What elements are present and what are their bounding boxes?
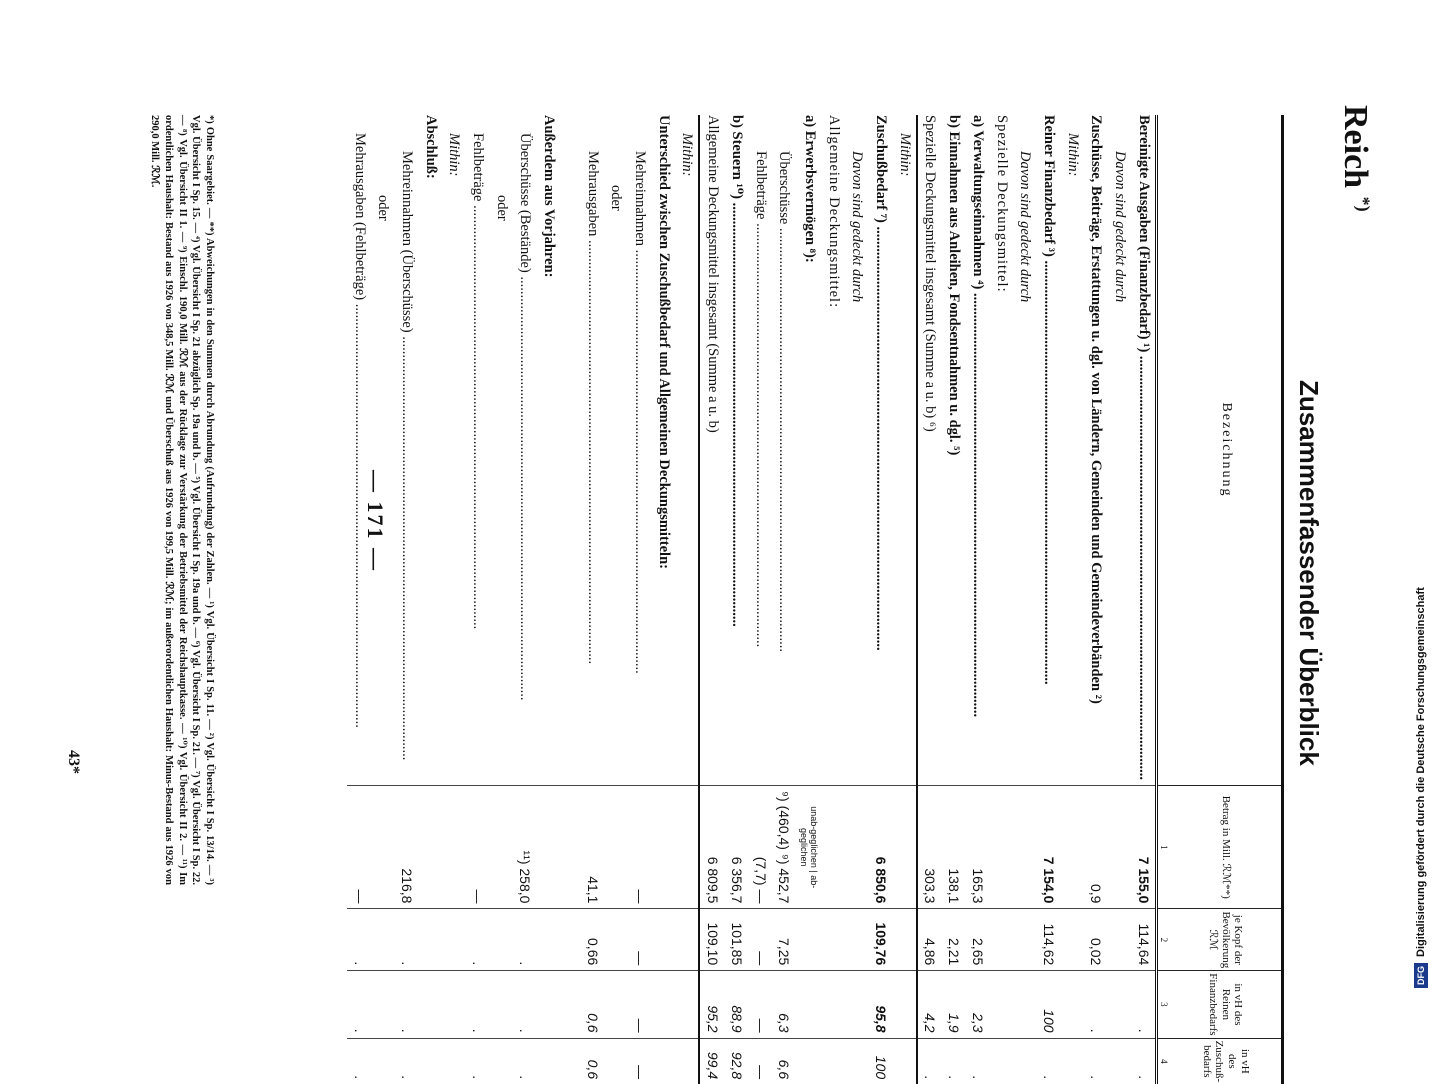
row-label: Davon sind gedeckt durch: [849, 151, 866, 303]
table-row: [1036, 115, 1060, 1084]
row-label: oder: [493, 195, 510, 221]
cell-abgeglichen: —: [752, 889, 769, 904]
table-row: [1060, 115, 1084, 1084]
row-label: Zuschüsse, Beiträge, Erstattungen u. dgl. von Ländern, Gemeinden und Gemeindeverbänden ²): [1088, 115, 1105, 704]
row-label: Außerdem aus Vorjahren:: [541, 115, 558, 278]
table-row: [442, 115, 466, 1084]
cell-vh-zb: 99,4: [700, 1038, 725, 1084]
row-label: a) Erwerbsvermögen ⁸):: [802, 115, 819, 263]
table-row: [465, 115, 489, 1084]
reich-title: [1336, 105, 1374, 212]
header-vh-finanzbedarf: in vH des Reinen Finanzbedarfs: [1170, 971, 1283, 1038]
table-row: [989, 115, 1013, 1084]
cell-vh-zb: .: [1131, 1038, 1156, 1084]
summary-table: [347, 115, 1284, 1083]
row-label: Mithin:: [896, 133, 913, 177]
table-row: [418, 115, 442, 1084]
cell-je-kopf: .: [465, 909, 489, 971]
digitization-credit: [1408, 0, 1434, 1000]
digitization-credit-text: Digitalisierung gefördert durch die Deutsche Forschungsgemeinschaft: [1415, 587, 1427, 957]
cell-betrag: 41,1: [580, 786, 604, 909]
footnotes: *) Ohne Saargebiet. — **) Abweichungen in den Summen durch Abrundung (Aufrundung) der Zahlen. — ¹) Vgl. Übersicht I Sp. 11. — ²) Vgl. Übersicht I Sp. 13/14. — ³) Vgl. Übersicht I Sp. 15. — ⁴) Vgl. Übersicht I Sp. 21 abzüglich Sp. 19a und b. — ⁵) Vgl. Übersicht I Sp. 19a und b. — ⁶) Vgl. Übersicht I Sp. 21. — ⁷) Vgl. Übersicht I Sp. 22. — ⁸) Vgl. Übersicht II 1. — ⁹) Einschl. 190,0 Mill. ℛℳ aus der Rücklage zur Verstärkung der Betriebsmittel der Reichshauptkasse. — ¹⁰) Vgl. Übersicht II 2. — ¹¹) Im ordentlichen Haushalt: Bestand aus 1926 von 348,5 Mill. ℛℳ und Überschuß aus 1926 von 199,5 Mill. ℛℳ; im außerordentlichen Haushalt: Minus-Bestand aus 1926 von 290,0 Mill. ℛℳ.: [149, 115, 215, 885]
table-row: [1131, 115, 1156, 1084]
cell-vh-zb: .: [917, 1038, 942, 1084]
cell-vh-fb: .: [347, 971, 371, 1038]
row-label: Davon sind gedeckt durch: [1017, 151, 1034, 303]
cell-je-kopf: 7,25: [772, 909, 796, 971]
table-row: [724, 115, 748, 1084]
sub-unabgeglichen: unab-geglichen: [809, 806, 820, 868]
row-label: Mehrausgaben (Fehlbeträge) .....: [350, 133, 368, 780]
row-label: b) Einnahmen aus Anleihen, Fondsentnahmen u. dgl. ⁵): [946, 115, 963, 456]
table-row: [965, 115, 989, 1084]
row-label: Zuschußbedarf ⁷) .....: [871, 115, 889, 780]
cell-vh-zb: .: [941, 1038, 965, 1084]
cell-vh-zb: 92,8: [724, 1038, 748, 1084]
cell-vh-fb: 95,2: [700, 971, 725, 1038]
cell-je-kopf: 4,86: [917, 909, 942, 971]
dfg-logo: DFG: [1414, 963, 1428, 988]
sub-abgeglichen: ab-geglichen: [799, 827, 820, 889]
header-num-3: 3: [1156, 971, 1170, 1038]
header-num-2: 2: [1156, 909, 1170, 971]
table-row: [651, 115, 675, 1084]
cell-vh-fb: .: [513, 971, 537, 1038]
row-label: Spezielle Deckungsmittel insgesamt (Summe a u. b) ⁶): [922, 115, 939, 432]
cell-je-kopf: —: [748, 909, 772, 971]
row-label: Mithin:: [446, 133, 463, 177]
cell-vh-fb: 2,3: [965, 971, 989, 1038]
table-row: [892, 115, 917, 1084]
row-label: b) Steuern ¹⁰) .....: [727, 115, 745, 780]
cell-vh-zb: —: [748, 1038, 772, 1084]
cell-vh-fb: —: [748, 971, 772, 1038]
row-label: Mehreinnahmen .....: [630, 151, 648, 780]
cell-vh-fb: 4,2: [917, 971, 942, 1038]
cell-vh-zb: —: [627, 1038, 651, 1084]
main-title: Zusammenfassender Überblick: [1294, 380, 1324, 766]
header-vh-zuschussbedarf: in vH des Zuschuß-bedarfs: [1170, 1038, 1283, 1084]
cell-vh-fb: .: [394, 971, 418, 1038]
header-num-0: [1156, 115, 1170, 786]
table-row: [675, 115, 700, 1084]
cell-vh-zb: 6,6: [772, 1038, 796, 1084]
cell-vh-fb: .: [1084, 971, 1108, 1038]
cell-betrag: 138,1: [941, 786, 965, 909]
cell-betrag: 216,8: [394, 786, 418, 909]
cell-je-kopf: 109,76: [868, 909, 892, 971]
table-row: [795, 115, 821, 1084]
cell-je-kopf: .: [394, 909, 418, 971]
cell-je-kopf: 2,65: [965, 909, 989, 971]
row-label: Davon sind gedeckt durch: [1111, 151, 1128, 303]
row-label: Fehlbeträge .....: [751, 151, 769, 780]
cell-abgeglichen: ⁹) 452,7: [776, 853, 793, 904]
cell-vh-zb: .: [965, 1038, 989, 1084]
row-label: Abschluß:: [422, 115, 439, 179]
reich-title-text: Reich: [1337, 105, 1374, 189]
cell-betrag: 0,9: [1084, 786, 1108, 909]
cell-vh-fb: .: [465, 971, 489, 1038]
table-spacer: [560, 115, 580, 1084]
table-row: [1107, 115, 1131, 1084]
cell-betrag: [772, 786, 796, 909]
cell-betrag: 7 155,0: [1131, 786, 1156, 909]
table-row: [394, 115, 418, 1084]
cell-vh-fb: 88,9: [724, 971, 748, 1038]
table-row: [513, 115, 537, 1084]
row-label: Mehreinnahmen (Überschüsse) .....: [397, 151, 415, 780]
cell-vh-zb: 100: [868, 1038, 892, 1084]
cell-betrag: 6 809,5: [700, 786, 725, 909]
cell-vh-zb: .: [513, 1038, 537, 1084]
cell-vh-zb: .: [394, 1038, 418, 1084]
cell-betrag: —: [347, 786, 371, 909]
cell-vh-zb: .: [1036, 1038, 1060, 1084]
cell-vh-fb: 6,3: [772, 971, 796, 1038]
table-row: [917, 115, 942, 1084]
table-row: [941, 115, 965, 1084]
cell-je-kopf: 114,62: [1036, 909, 1060, 971]
cell-vh-fb: 0,6: [580, 971, 604, 1038]
table-row: [604, 115, 628, 1084]
row-label: Mithin:: [679, 133, 696, 177]
sheet-id: 43*: [65, 750, 82, 774]
table-row: [700, 115, 725, 1084]
header-num-1: 1: [1156, 786, 1170, 909]
row-label: Mithin:: [1064, 133, 1081, 177]
cell-je-kopf: 114,64: [1131, 909, 1156, 971]
header-je-kopf: je Kopf der Bevölkerung ℛℳ: [1170, 909, 1283, 971]
cell-betrag: 6 356,7: [724, 786, 748, 909]
row-label: Überschüsse .....: [775, 151, 793, 780]
row-label: oder: [608, 185, 625, 211]
cell-vh-zb: .: [347, 1038, 371, 1084]
table-row: [627, 115, 651, 1084]
cell-betrag: ¹¹) 258,0: [513, 786, 537, 909]
cell-je-kopf: 0,02: [1084, 909, 1108, 971]
cell-vh-fb: 1,9: [941, 971, 965, 1038]
cell-je-kopf: 2,21: [941, 909, 965, 971]
cell-je-kopf: 101,85: [724, 909, 748, 971]
table-row: [772, 115, 796, 1084]
row-label: Spezielle Deckungsmittel:: [993, 115, 1010, 293]
cell-betrag: [748, 786, 772, 909]
cell-vh-zb: 0,6: [580, 1038, 604, 1084]
row-label: Reiner Finanzbedarf ³) .....: [1039, 115, 1057, 780]
cell-je-kopf: .: [347, 909, 371, 971]
row-label: oder: [375, 195, 392, 221]
cell-je-kopf: 109,10: [700, 909, 725, 971]
row-label: Mehrausgaben .....: [583, 151, 601, 780]
table-row: [1084, 115, 1108, 1084]
cell-je-kopf: 0,66: [580, 909, 604, 971]
cell-betrag: —: [627, 786, 651, 909]
reich-footnote-mark: *): [1353, 196, 1374, 212]
cell-je-kopf: .: [513, 909, 537, 971]
table-row: [371, 115, 395, 1084]
cell-betrag: 303,3: [917, 786, 942, 909]
cell-subheader: unab-geglichen | ab-geglichen: [795, 786, 821, 909]
cell-unabgeglichen: (7,7): [752, 856, 769, 886]
cell-betrag: 165,3: [965, 786, 989, 909]
table-row: [536, 115, 560, 1084]
table-row: [748, 115, 772, 1084]
cell-unabgeglichen: ⁹) (460,4): [776, 791, 793, 850]
digitization-credit-text-wrap: [1408, 0, 1434, 1000]
table-row: [845, 115, 869, 1084]
cell-betrag: 7 154,0: [1036, 786, 1060, 909]
cell-vh-fb: 100: [1036, 971, 1060, 1038]
cell-vh-fb: 95,8: [868, 971, 892, 1038]
header-betrag: Betrag in Mill. ℛℳ**): [1170, 786, 1283, 909]
cell-je-kopf: —: [627, 909, 651, 971]
row-label: Bereinigte Ausgaben (Finanzbedarf) ¹) .....: [1134, 115, 1152, 780]
cell-betrag: 6 850,6: [868, 786, 892, 909]
cell-vh-zb: .: [1084, 1038, 1108, 1084]
table-row: [489, 115, 513, 1084]
table-row: [580, 115, 604, 1084]
cell-vh-zb: .: [465, 1038, 489, 1084]
cell-betrag: —: [465, 786, 489, 909]
cell-vh-fb: .: [1131, 971, 1156, 1038]
page-number: — 171 —: [363, 470, 388, 572]
row-label: a) Verwaltungseinnahmen ⁴) .....: [968, 115, 986, 780]
row-label: Unterschied zwischen Zuschußbedarf und Allgemeinen Deckungsmitteln:: [655, 115, 672, 569]
table-row: [868, 115, 892, 1084]
table-row: [1013, 115, 1037, 1084]
table-row: [821, 115, 845, 1084]
row-label: Allgemeine Deckungsmittel:: [825, 115, 842, 309]
header-num-4: 4: [1156, 1038, 1170, 1084]
cell-vh-fb: —: [627, 971, 651, 1038]
table-row: [347, 115, 371, 1084]
header-bezeichnung: Bezeichnung: [1170, 115, 1283, 786]
row-label: Fehlbeträge .....: [468, 133, 486, 780]
row-label: Allgemeine Deckungsmittel insgesamt (Summe a u. b): [705, 115, 722, 433]
row-label: Überschüsse (Bestände) .....: [516, 133, 534, 780]
